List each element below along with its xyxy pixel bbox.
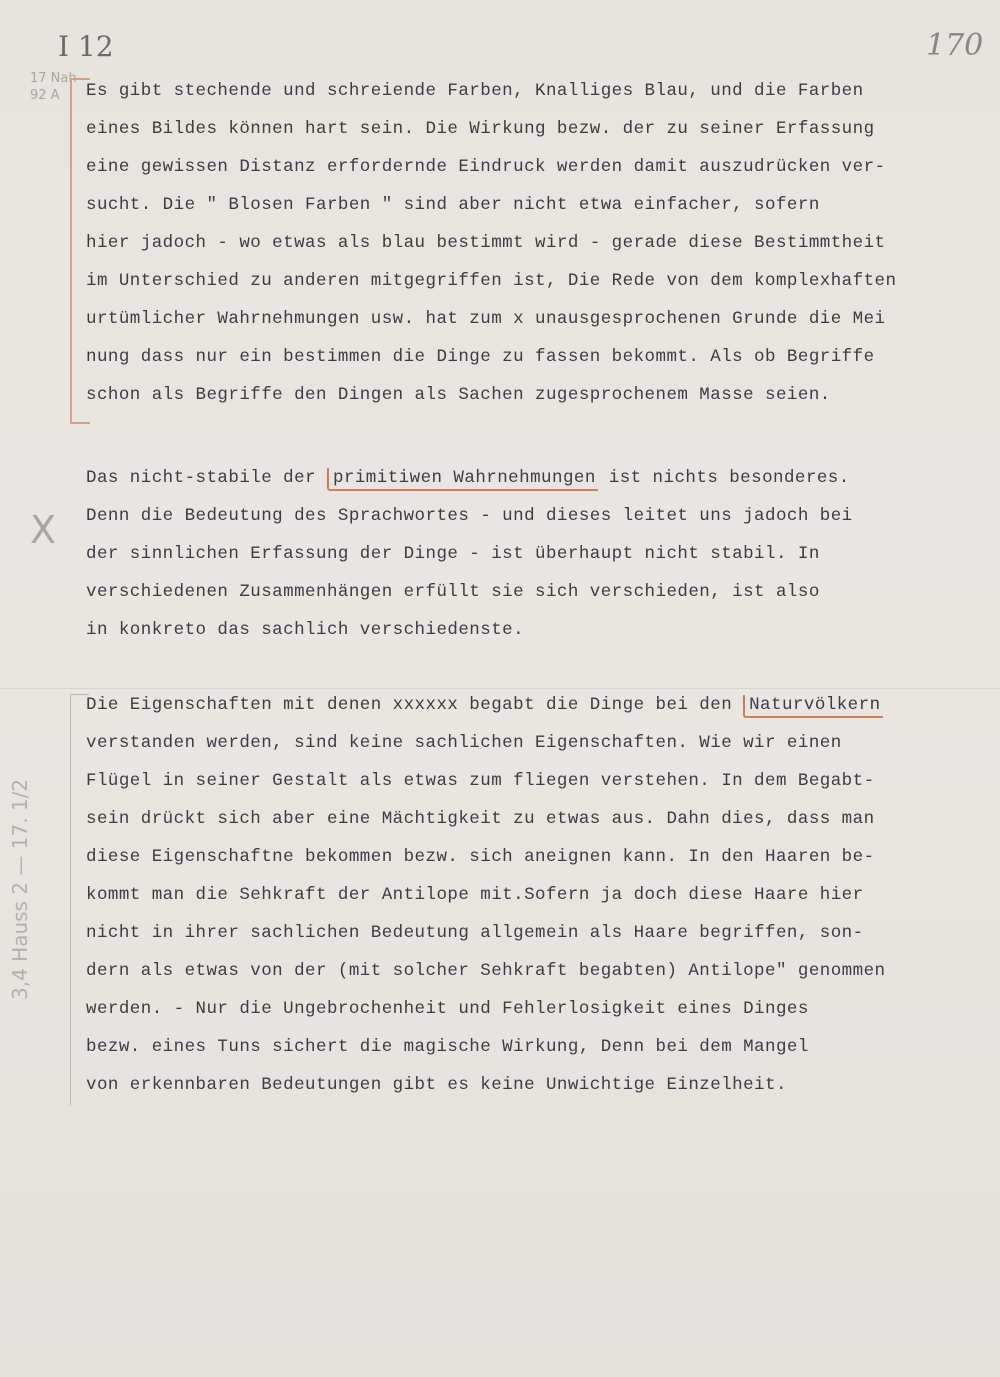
- text-line: [86, 459, 966, 497]
- paragraph: [86, 459, 966, 649]
- text-line: sein drückt sich aber eine Mächtigkeit zu etwas aus. Dahn dies, dass man: [86, 809, 875, 829]
- text-line: verstanden werden, sind keine sachlichen Eigenschaften. Wie wir einen: [86, 733, 842, 753]
- paragraph: [86, 72, 966, 414]
- pencil-note: 17 Nah 92 A: [30, 71, 77, 103]
- text-line: nicht in ihrer sachlichen Bedeutung allgemein als Haare begriffen, son-: [86, 923, 864, 943]
- text-line: hier jadoch - wo etwas als blau bestimmt wird - gerade diese Bestimmtheit: [86, 233, 886, 253]
- text-line: dern als etwas von der (mit solcher Sehkraft begabten) Antilope" genommen: [86, 961, 886, 981]
- text-line: urtümlicher Wahrnehmungen usw. hat zum x unausgesprochenen Grunde die Mei: [86, 309, 886, 329]
- text-line: von erkennbaren Bedeutungen gibt es keine Unwichtige Einzelheit.: [86, 1075, 787, 1095]
- text-line: schon als Begriffe den Dingen als Sachen zugesprochenem Masse seien.: [86, 385, 831, 405]
- text-line: sucht. Die " Blosen Farben " sind aber nicht etwa einfacher, sofern: [86, 195, 820, 215]
- underlined-phrase: Naturvölkern: [743, 695, 882, 718]
- text-line: im Unterschied zu anderen mitgegriffen ist, Die Rede von dem komplexhaften: [86, 271, 897, 291]
- paragraph: [86, 686, 966, 1104]
- text-line: in konkreto das sachlich verschiedenste.: [86, 620, 525, 640]
- underlined-phrase: primitiwen Wahrnehmungen: [327, 468, 598, 491]
- text-line: verschiedenen Zusammenhängen erfüllt sie sich verschieden, ist also: [86, 582, 820, 602]
- text-line: eine gewissen Distanz erfordernde Eindruck werden damit auszudrücken ver-: [86, 157, 886, 177]
- margin-mark: X: [30, 508, 57, 552]
- text-line: der sinnlichen Erfassung der Dinge - ist überhaupt nicht stabil. In: [86, 544, 820, 564]
- text-line: Denn die Bedeutung des Sprachwortes - und dieses leitet uns jadoch bei: [86, 506, 853, 526]
- text-segment: ist nichts besonderes.: [597, 468, 850, 488]
- folder-id: I 12: [58, 30, 114, 63]
- text-line: nung dass nur ein bestimmen die Dinge zu fassen bekommt. Als ob Begriffe: [86, 347, 875, 367]
- text-line: Es gibt stechende und schreiende Farben, Knalliges Blau, und die Farben: [86, 81, 864, 101]
- text-line: werden. - Nur die Ungebrochenheit und Fehlerlosigkeit eines Dinges: [86, 999, 809, 1019]
- page-number: 170: [926, 28, 984, 63]
- text-segment: Die Eigenschaften mit denen xxxxxx begabt die Dinge bei den: [86, 695, 744, 715]
- text-line: diese Eigenschaftne bekommen bezw. sich aneignen kann. In den Haaren be-: [86, 847, 875, 867]
- text-line: kommt man die Sehkraft der Antilope mit.Sofern ja doch diese Haare hier: [86, 885, 864, 905]
- text-line: bezw. eines Tuns sichert die magische Wirkung, Denn bei dem Mangel: [86, 1037, 809, 1057]
- text-line: eines Bildes können hart sein. Die Wirkung bezw. der zu seiner Erfassung: [86, 119, 875, 139]
- text-line: [86, 686, 966, 724]
- side-note: 3,4 Hauss 2 — 17. 1/2: [8, 778, 32, 1000]
- text-segment: Das nicht-stabile der: [86, 468, 327, 488]
- text-line: Flügel in seiner Gestalt als etwas zum fliegen verstehen. In dem Begabt-: [86, 771, 875, 791]
